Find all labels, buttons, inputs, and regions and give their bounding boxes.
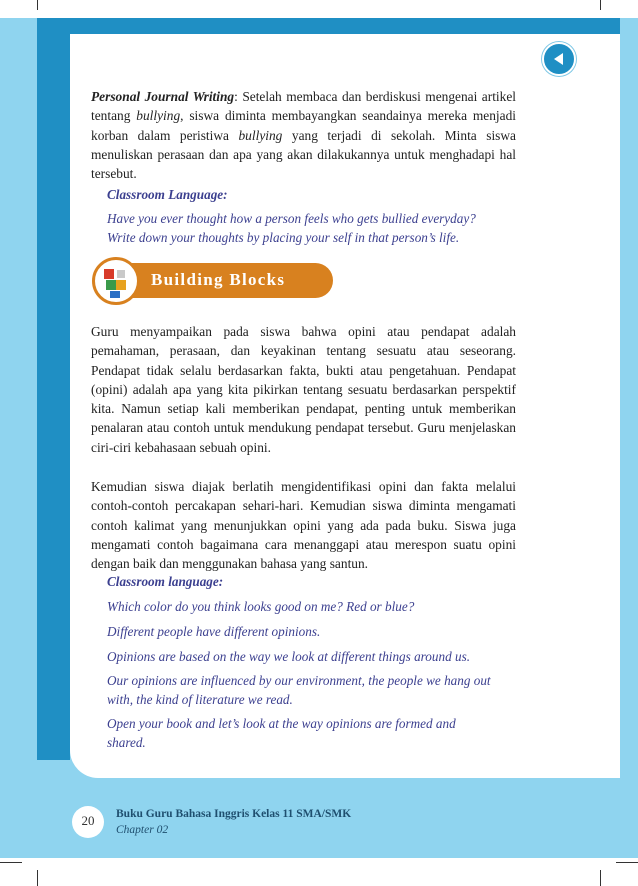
journal-lead: Personal Journal Writing bbox=[91, 89, 235, 104]
classroom-language-heading: Classroom language: bbox=[107, 574, 224, 589]
crop-mark bbox=[37, 0, 38, 10]
crop-mark bbox=[616, 862, 638, 863]
crop-mark bbox=[600, 870, 601, 886]
classroom-language-line: Have you ever thought how a person feels who gets bullied everyday? bbox=[107, 211, 476, 226]
classroom-language-line: Our opinions are influenced by our environment, the people we hang out with, the kind of literature we read. bbox=[107, 673, 491, 707]
section-title: Building Blocks bbox=[151, 270, 286, 289]
classroom-language-heading: Classroom Language: bbox=[107, 187, 228, 202]
back-arrow-icon bbox=[544, 44, 574, 74]
left-strip bbox=[37, 18, 70, 760]
top-strip bbox=[37, 18, 620, 34]
classroom-language-line: Open your book and let’s look at the way opinions are formed and shared. bbox=[107, 716, 456, 750]
journal-term-1: bullying bbox=[136, 108, 181, 124]
body-paragraph: Kemudian siswa diajak berlatih mengidentifikasi opini dan fakta melalui contoh-contoh percakapan sehari-hari. Kemudian siswa diminta mengamati contoh kalimat yang menunjukkan opini yang ada pada buku. Siswa juga mengamati contoh bagaimana cara menanggapi atau merespon suatu opini dengan baik dan menggunakan bahasa yang santun. bbox=[91, 479, 516, 572]
classroom-language-line: Write down your thoughts by placing your self in that person’s life. bbox=[107, 230, 460, 245]
journal-paragraph bbox=[91, 87, 516, 183]
body-paragraph: Guru menyampaikan pada siswa bahwa opini atau pendapat adalah pemahaman, perasaan, dan keyakinan tentang sesuatu atau seseorang. Pendapat tidak selalu berdasarkan fakta, bukti atau pengetahuan. Pendapat (opini) adalah apa yang kita pikirkan tentang sesuatu berdasarkan perspektif kita. Namun setiap kali memberikan pendapat, penting untuk memberikan penalaran atau contoh untuk mendukung pendapat tersebut. Guru menjelaskan ciri-ciri kebahasaan sebuah opini. bbox=[91, 324, 516, 455]
journal-text-1: : Setelah membaca dan berdiskusi mengenai artikel tentang bbox=[91, 89, 516, 124]
page-number: 20 bbox=[81, 813, 95, 828]
journal-text-2: , siswa diminta membayangkan seandainya mereka menjadi korban dalam peristiwa bbox=[91, 108, 517, 143]
journal-text-3: yang terjadi di sekolah. Minta siswa menuliskan perasaan dan apa yang akan dilakukannya untuk menghadapi hal tersebut. bbox=[91, 127, 516, 182]
book-title: Buku Guru Bahasa Inggris Kelas 11 SMA/SMK bbox=[116, 808, 352, 820]
classroom-language-line: Different people have different opinions. bbox=[107, 624, 321, 639]
section-icon-circle bbox=[92, 257, 140, 305]
classroom-language-line: Which color do you think looks good on me? Red or blue? bbox=[107, 599, 415, 614]
crop-mark bbox=[37, 870, 38, 886]
back-button[interactable] bbox=[542, 42, 576, 76]
chapter-label: Chapter 02 bbox=[116, 824, 169, 836]
journal-term-2: bullying bbox=[238, 127, 283, 143]
building-blocks-icon bbox=[95, 260, 137, 302]
crop-mark bbox=[600, 0, 601, 10]
classroom-language-line: Opinions are based on the way we look at different things around us. bbox=[107, 649, 470, 664]
crop-mark bbox=[0, 862, 22, 863]
